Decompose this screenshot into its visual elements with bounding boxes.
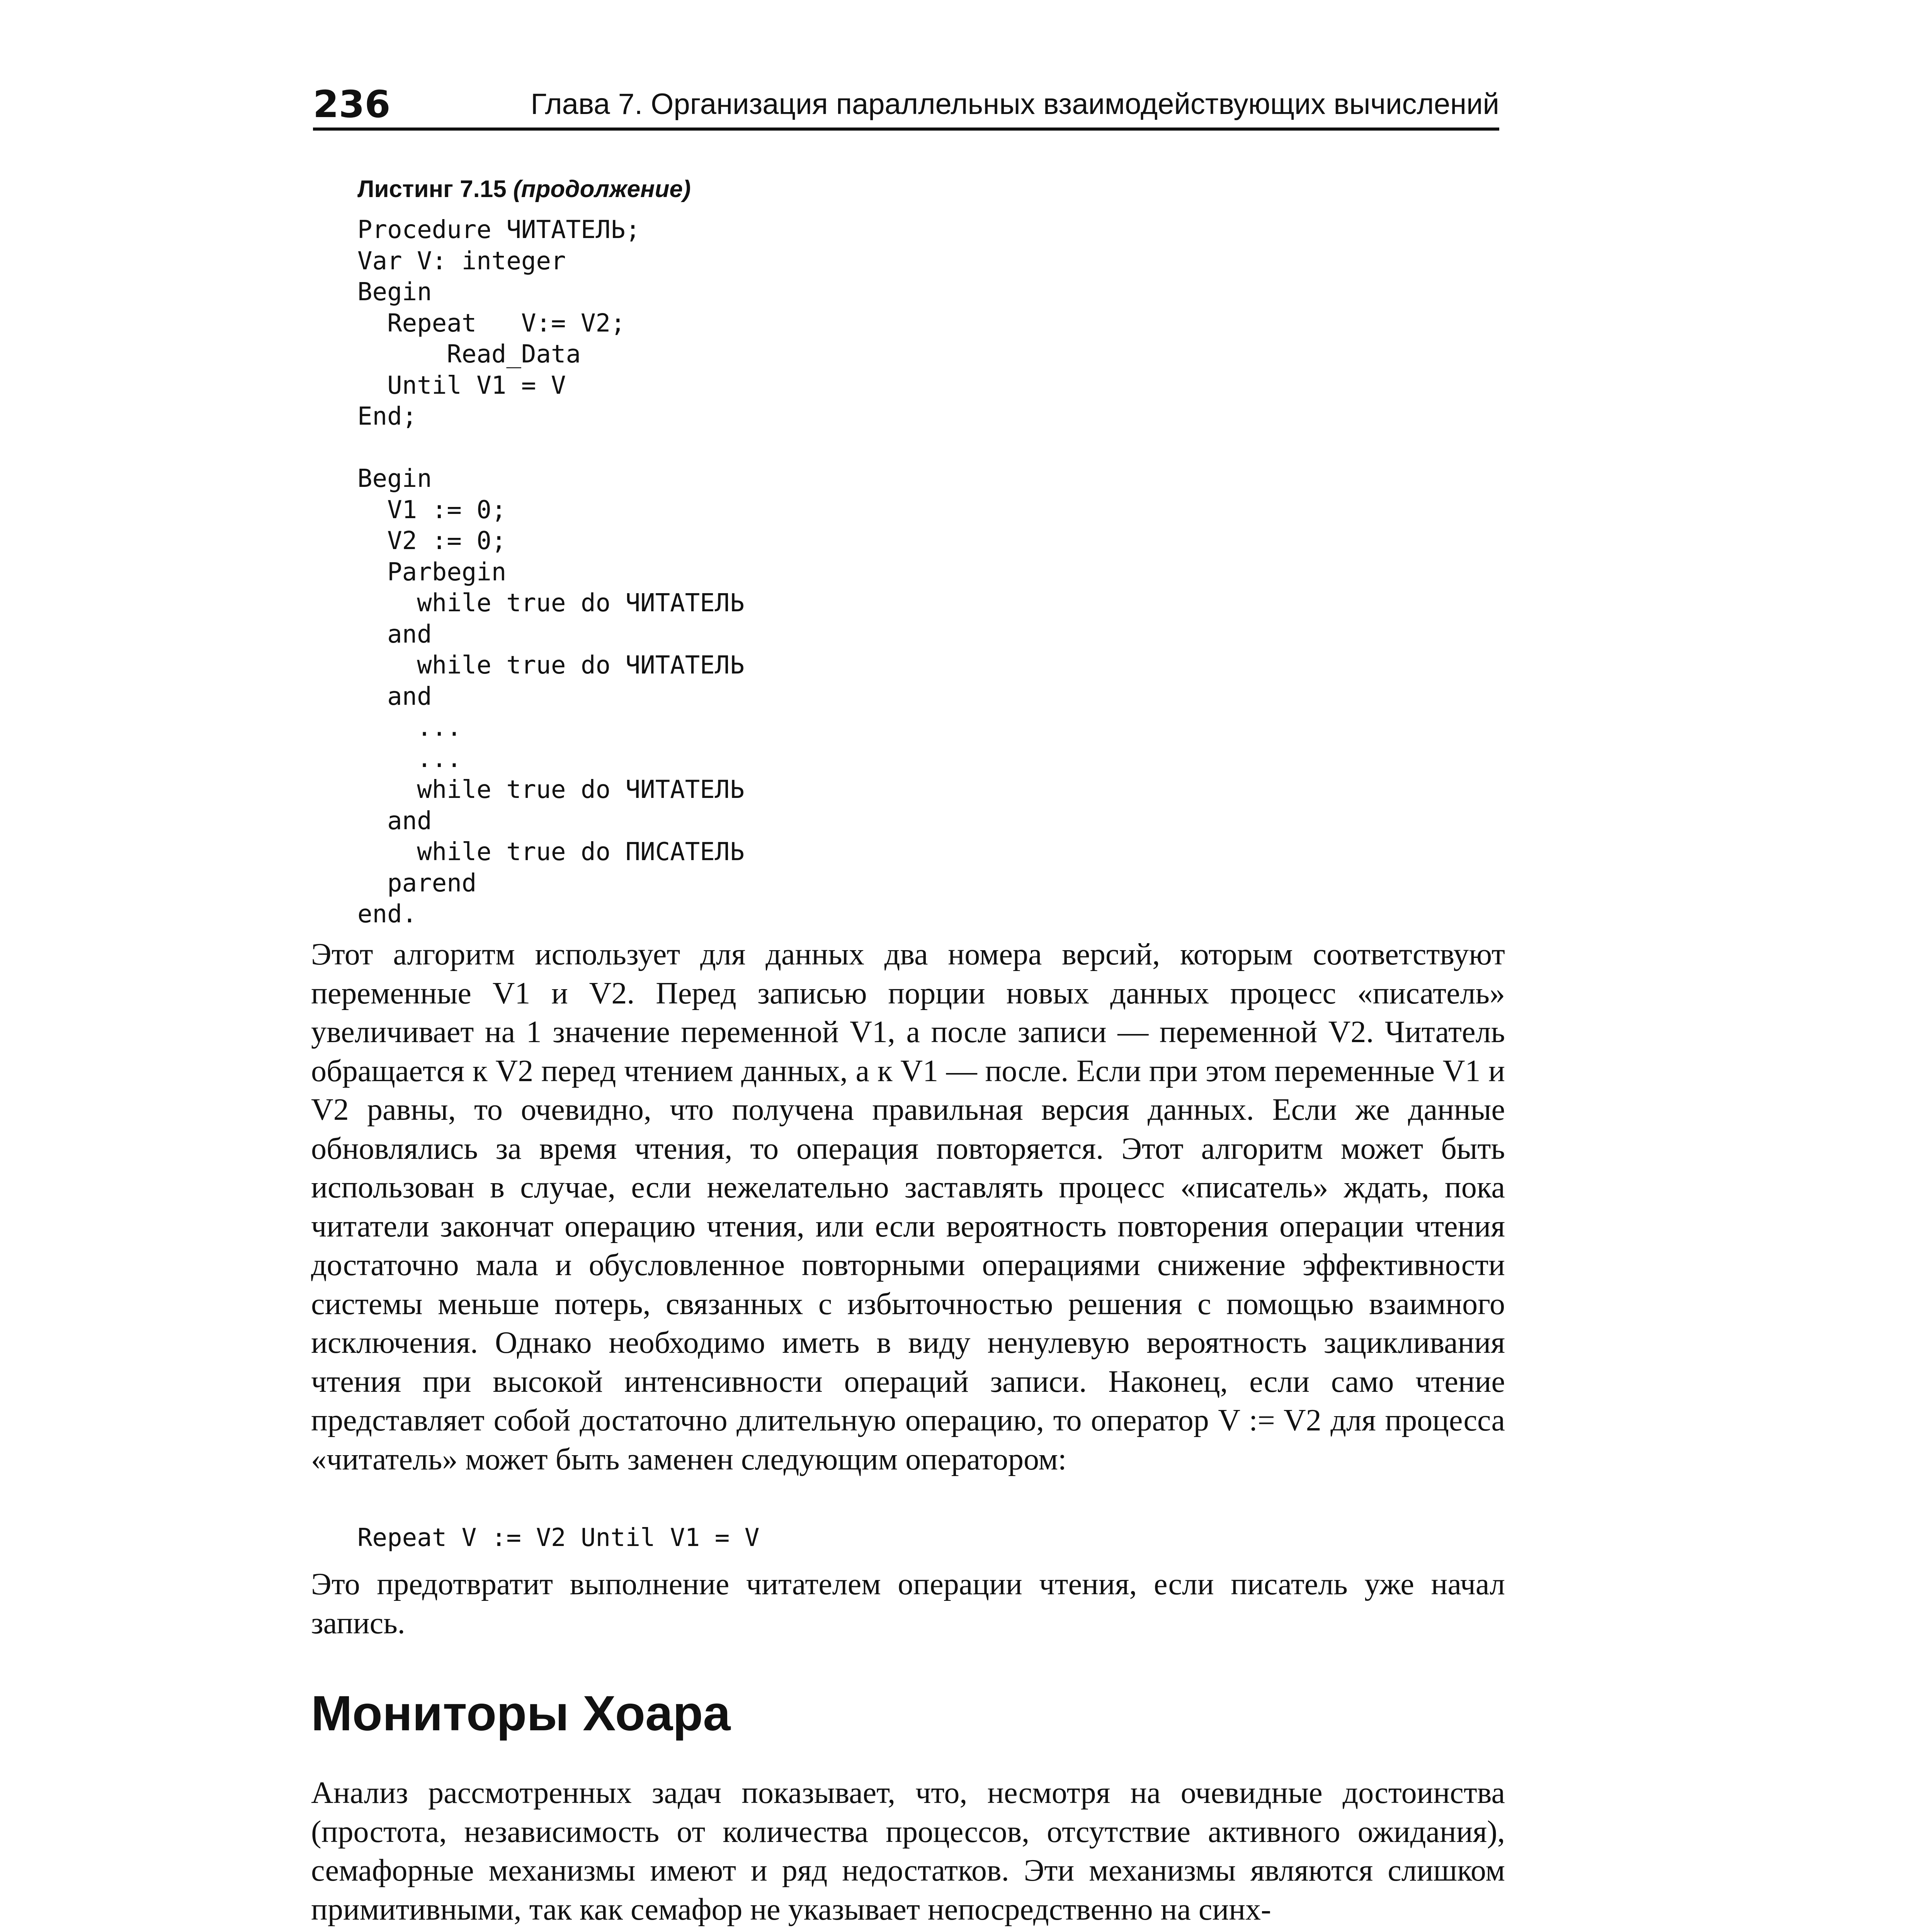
listing-continuation: (продолжение) bbox=[513, 176, 691, 202]
page-number: 236 bbox=[313, 83, 391, 126]
section-title: Мониторы Хоара bbox=[311, 1686, 731, 1741]
paragraph-analysis: Анализ рассмотренных задач показывает, что, несмотря на очевидные достоинства (простота, независимость от количества процессов, отсутствие активного ожидания), семафорные механизмы имеют и ряд недостатков. Эти механизмы являются слишком примитивными, так как семафор не указывает непосредственно на синх- bbox=[311, 1776, 1505, 1927]
listing-label: Листинг 7.15 bbox=[357, 176, 507, 202]
listing-caption bbox=[357, 174, 691, 205]
running-title: Глава 7. Организация параллельных взаимодействующих вычислений bbox=[531, 88, 1499, 121]
code-repeat-statement: Repeat V := V2 Until V1 = V bbox=[357, 1524, 760, 1552]
paragraph-versions-algorithm: Этот алгоритм использует для данных два номера версий, которым соответствуют переменные V1 и V2. Перед записью порции новых данных процесс «писатель» увеличивает на 1 значение переменной V1, а после записи — переменной V2. Читатель обращается к V2 перед чтением данных, а к V1 — после. Если при этом переменные V1 и V2 равны, то очевидно, что получена правильная версия данных. Если же данные обновлялись за время чтения, то операция повторяется. Этот алгоритм может быть использован в случае, если нежелательно заставлять процесс «писатель» ждать, пока читатели закончат операцию чтения, или если вероятность повторения операции чтения достаточно мала и обусловленное повторными операциями снижение эффективности системы меньше потерь, связанных с избыточностью решения с помощью взаимного исключения. Однако необходимо иметь в виду ненулевую вероятность зацикливания чтения при высокой интенсивности операций записи. Наконец, если само чтение представляет собой достаточно длительную операцию, то оператор V := V2 для процесса «читатель» может быть заменен следующим оператором: bbox=[311, 937, 1505, 1476]
paragraph-prevention: Это предотвратит выполнение читателем операции чтения, если писатель уже начал запись. bbox=[311, 1567, 1505, 1640]
page-header bbox=[313, 81, 1499, 131]
code-listing: Procedure ЧИТАТЕЛЬ; Var V: integer Begin Repeat V:= V2; Read_Data Until V1 = V End; Begin V1 := 0; V2 := 0; Parbegin while true do ЧИТАТЕЛЬ and while true do ЧИТАТЕЛЬ and ... ... while true do ЧИТАТЕЛЬ and while true do ПИСАТЕЛЬ parend end. bbox=[357, 216, 745, 929]
